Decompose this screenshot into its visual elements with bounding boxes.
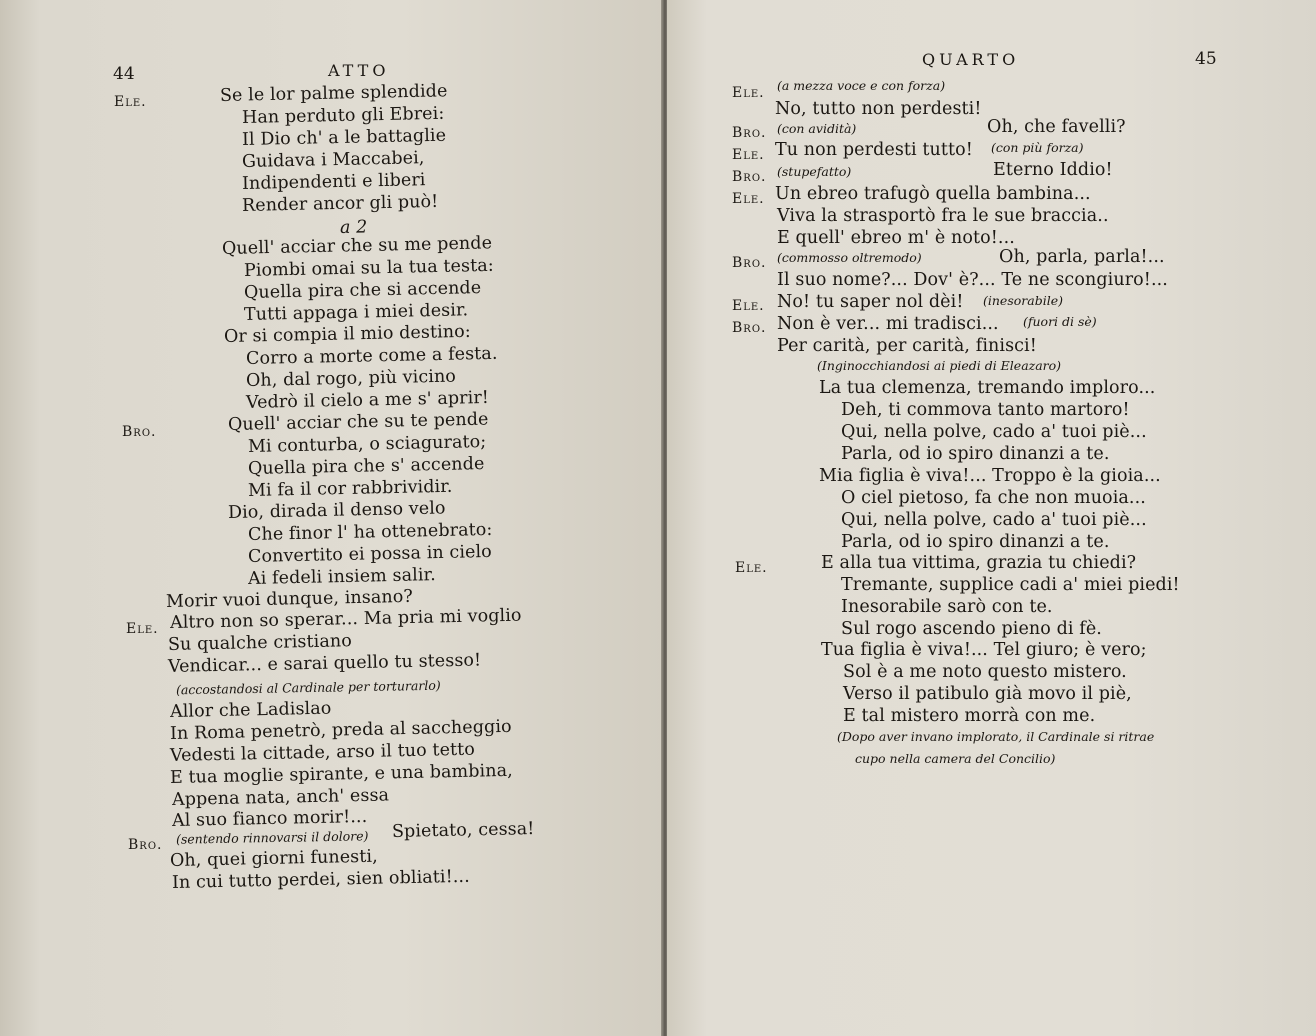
speaker-label: Bro. <box>128 837 163 853</box>
verse-line: Guidava i Maccabei, <box>241 148 425 172</box>
page-number: 45 <box>1195 49 1217 69</box>
verse-line: Altro non so sperar... Ma pria mi voglio <box>169 605 522 633</box>
verse-line: Corro a morte come a festa. <box>245 343 498 369</box>
stage-direction: (Inginocchiandosi ai piedi di Eleazaro) <box>817 358 1062 373</box>
verse-line: Tutti appaga i miei desir. <box>243 300 469 325</box>
speaker-label: Ele. <box>732 85 765 101</box>
speaker-label: Ele. <box>732 191 765 207</box>
verse-line: Deh, ti commova tanto martoro! <box>841 400 1130 420</box>
verse-line: Non è ver... mi tradisci... <box>777 314 999 334</box>
verse-line: Oh, dal rogo, più vicino <box>245 366 457 391</box>
stage-direction: (a mezza voce e con forza) <box>777 78 946 93</box>
verse-line: In Roma penetrò, preda al saccheggio <box>169 716 512 744</box>
verse-line: Mi fa il cor rabbrividir. <box>247 476 453 501</box>
verse-line: Piombi omai su la tua testa: <box>243 255 494 281</box>
verse-line: Un ebreo trafugò quella bambina... <box>775 184 1091 204</box>
speaker-label: Ele. <box>114 94 147 110</box>
stage-direction: (fuori di sè) <box>1023 314 1097 329</box>
verse-line: Parla, od io spiro dinanzi a te. <box>841 532 1110 552</box>
stage-direction: (commosso oltremodo) <box>777 250 922 265</box>
stage-direction: (con più forza) <box>991 140 1084 155</box>
verse-line: Su qualche cristiano <box>167 631 353 655</box>
running-head: ATTO <box>328 61 390 80</box>
verse-line: Quell' acciar che su me pende <box>221 233 493 259</box>
verse-line: Viva la strasportò fra le sue braccia.. <box>777 206 1109 226</box>
verse-line: Qui, nella polve, cado a' tuoi piè... <box>841 510 1147 530</box>
running-head: QUARTO <box>922 50 1020 69</box>
stage-direction: (Dopo aver invano implorato, il Cardinale si ritrae <box>837 729 1155 744</box>
page-number: 44 <box>113 64 135 84</box>
stage-direction: (stupefatto) <box>777 164 852 179</box>
verse-line: Il suo nome?... Dov' è?... Te ne scongiuro!... <box>777 270 1168 290</box>
verse-line: Allor che Ladislao <box>169 698 332 722</box>
speaker-label: Bro. <box>122 424 157 440</box>
verse-line: Che finor l' ha ottenebrato: <box>247 519 493 545</box>
verse-line: Quella pira che s' accende <box>247 454 485 479</box>
speaker-label: Ele. <box>732 147 765 163</box>
verse-line: Vendicar... e sarai quello tu stesso! <box>167 650 482 677</box>
verse-line: Mia figlia è viva!... Troppo è la gioia... <box>819 466 1161 486</box>
verse-line: Oh, parla, parla!... <box>999 247 1165 267</box>
verse-line: Vedrò il cielo a me s' aprir! <box>245 387 490 413</box>
verse-line: Tremante, supplice cadi a' miei piedi! <box>841 575 1180 595</box>
stage-direction: (con avidità) <box>777 121 857 136</box>
verse-line: a 2 <box>339 217 368 238</box>
verse-line: Ai fedeli insiem salir. <box>247 565 436 589</box>
verse-line: Il Dio ch' a le battaglie <box>241 125 447 150</box>
verse-line: Inesorabile sarò con te. <box>841 597 1053 617</box>
verse-line: Tua figlia è viva!... Tel giuro; è vero; <box>821 640 1147 660</box>
verse-line: Morir vuoi dunque, insano? <box>165 586 414 612</box>
verse-line: In cui tutto perdei, sien obliati!... <box>171 866 470 893</box>
verse-line: Spietato, cessa! <box>391 819 535 842</box>
verse-line: E tal mistero morrà con me. <box>843 706 1096 726</box>
verse-line: E tua moglie spirante, e una bambina, <box>169 760 514 788</box>
speaker-label: Bro. <box>732 255 767 271</box>
verse-line: La tua clemenza, tremando imploro... <box>819 378 1156 398</box>
speaker-label: Ele. <box>732 298 765 314</box>
verse-line: Or si compia il mio destino: <box>223 321 472 347</box>
speaker-label: Ele. <box>735 560 768 576</box>
verse-line: Han perduto gli Ebrei: <box>241 103 445 128</box>
verse-line: Eterno Iddio! <box>993 160 1113 180</box>
verse-line: Mi conturba, o sciagurato; <box>247 432 487 457</box>
verse-line: Appena nata, anch' essa <box>171 785 390 810</box>
stage-direction: (inesorabile) <box>983 293 1063 308</box>
speaker-label: Bro. <box>732 169 767 185</box>
verse-line: Oh, quei giorni funesti, <box>169 846 378 871</box>
verse-line: Vedesti la cittade, arso il tuo tetto <box>169 739 476 766</box>
verse-line: No, tutto non perdesti! <box>775 99 982 119</box>
verse-line: O ciel pietoso, fa che non muoia... <box>841 488 1146 508</box>
speaker-label: Ele. <box>126 621 159 637</box>
verse-line: Tu non perdesti tutto! <box>775 140 973 160</box>
right-page <box>667 0 1316 1036</box>
verse-line: E alla tua vittima, grazia tu chiedi? <box>821 553 1137 573</box>
verse-line: No! tu saper nol dèi! <box>777 292 964 312</box>
verse-line: E quell' ebreo m' è noto!... <box>777 228 1015 248</box>
verse-line: Verso il patibulo già movo il piè, <box>843 684 1132 704</box>
stage-direction: (accostandosi al Cardinale per torturarlo) <box>175 677 441 698</box>
verse-line: Oh, che favelli? <box>987 117 1126 137</box>
verse-line: Render ancor gli può! <box>241 191 439 216</box>
speaker-label: Bro. <box>732 125 767 141</box>
verse-line: Convertito ei possa in cielo <box>247 541 493 567</box>
verse-line: Al suo fianco morir!... <box>171 806 368 831</box>
verse-line: Per carità, per carità, finisci! <box>777 336 1037 356</box>
verse-line: Dio, dirada il denso velo <box>227 498 446 523</box>
stage-direction: cupo nella camera del Concilio) <box>855 751 1056 766</box>
speaker-label: Bro. <box>732 320 767 336</box>
verse-line: Quell' acciar che su te pende <box>227 409 489 435</box>
verse-line: Se le lor palme splendide <box>219 81 448 106</box>
verse-line: Sol è a me noto questo mistero. <box>843 662 1127 682</box>
verse-line: Qui, nella polve, cado a' tuoi piè... <box>841 422 1147 442</box>
stage-direction: (sentendo rinnovarsi il dolore) <box>175 828 369 847</box>
verse-line: Quella pira che si accende <box>243 278 482 303</box>
verse-line: Indipendenti e liberi <box>241 170 426 194</box>
verse-line: Parla, od io spiro dinanzi a te. <box>841 444 1110 464</box>
verse-line: Sul rogo ascendo pieno di fè. <box>841 619 1102 639</box>
